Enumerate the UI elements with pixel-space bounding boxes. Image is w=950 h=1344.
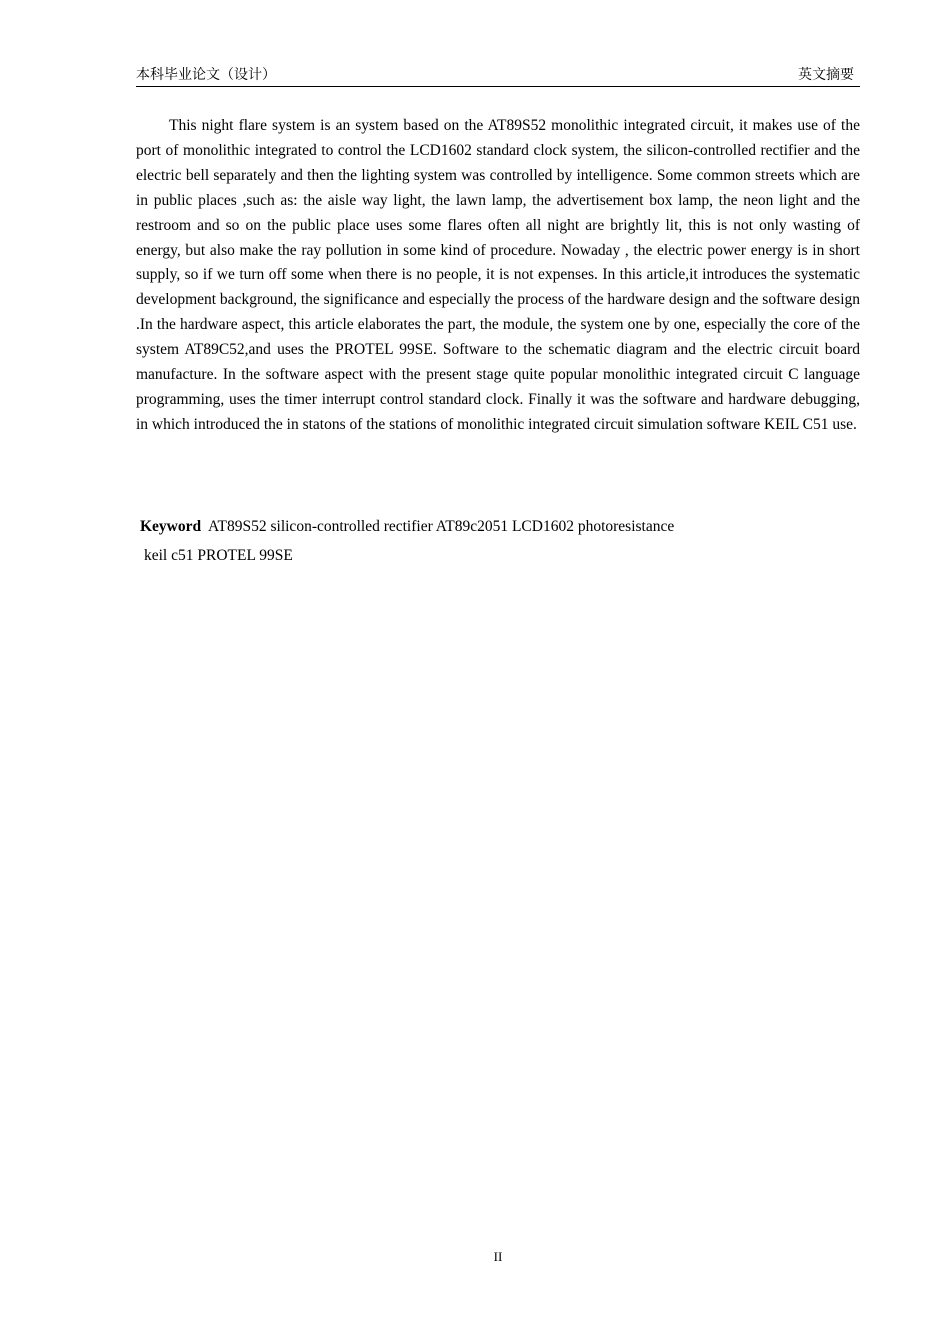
page-header — [136, 66, 860, 87]
header-thesis-title: 本科毕业论文（设计） — [136, 68, 276, 83]
keywords-line-1 — [140, 512, 840, 541]
keywords-list-2: keil c51 PROTEL 99SE — [144, 547, 293, 564]
keywords-label: Keyword — [140, 518, 202, 535]
header-section-title: 英文摘要 — [798, 68, 854, 83]
page-number: II — [493, 1249, 503, 1264]
abstract-paragraph: This night flare system is an system based on the AT89S52 monolithic integrated circuit, it makes use of the port of monolithic integrated to control the LCD1602 standard clock system, the silicon-controlled rectifier and the electric bell separately and then the lighting system was controlled by intelligence. Some common streets which are in public places ,such as: the aisle way light, the lawn lamp, the advertisement box lamp, the neon light and the restroom and so on the public place uses some flares often all night are brightly lit, this is not only wasting of energy, but also make the ray pollution in some kind of procedure. Nowaday , the electric power energy is in short supply, so if we turn off some when there is no people, it is not expenses. In this article,it introduces the systematic development background, the significance and especially the process of the hardware design and the software design .In the hardware aspect, this article elaborates the part, the module, the system one by one, especially the core of the system AT89C52,and uses the PROTEL 99SE. Software to the schematic diagram and the electric circuit board manufacture. In the software aspect with the present stage quite popular monolithic integrated circuit C language programming, uses the timer interrupt control standard clock. Finally it was the software and hardware debugging, in which introduced the in statons of the stations of monolithic integrated circuit simulation software KEIL C51 use. — [136, 117, 860, 433]
keywords-block — [140, 512, 840, 570]
keywords-list-1: AT89S52 silicon-controlled rectifier AT89c2051 LCD1602 photoresistance — [208, 518, 675, 535]
